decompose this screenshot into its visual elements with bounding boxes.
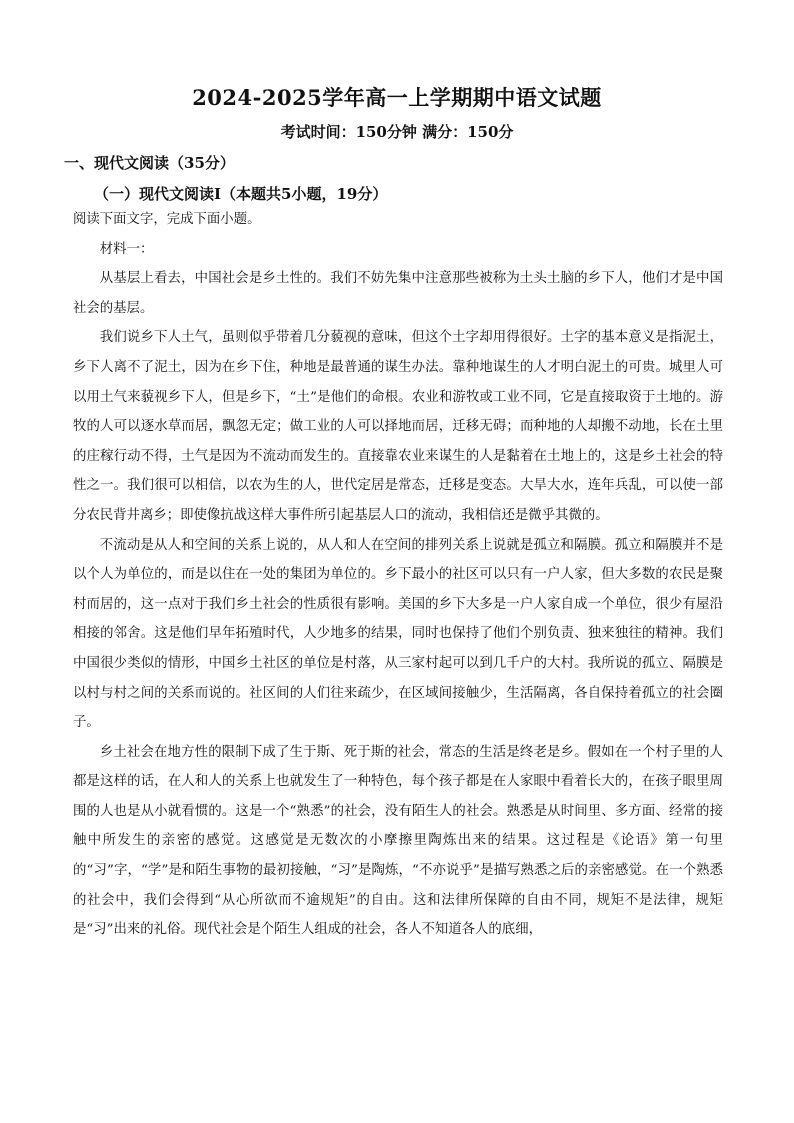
paragraph: 不流动是从人和空间的关系上说的，从人和人在空间的排列关系上说就是孤立和隔膜。孤立和隔膜并不是以个人为单位的，而是以住在一处的集团为单位的。乡下最小的社区可以只有一户人家，但大多数的农民是聚村而居的，这一点对于我们乡土社会的性质很有影响。美国的乡下大多是一户人家自成一个单位，很少有屋沿相接的邻舍。这是他们早年拓殖时代，人少地多的结果，同时也保持了他们个别负责、独来独往的精神。我们中国很少类似的情形，中国乡土社区的单位是村落，从三家村起可以到几千户的大村。我所说的孤立、隔膜是以村与村之间的关系而说的。社区间的人们往来疏少，在区域间接触少，生活隔离，各自保持着孤立的社会圈子。	[73, 537, 723, 731]
paragraph: 从基层上看去，中国社会是乡土性的。我们不妨先集中注意那些被称为土头土脑的乡下人，他们才是中国社会的基层。	[73, 271, 723, 316]
exam-time-and-score: 考试时间：150分钟 满分：150分	[280, 123, 514, 141]
exam-title: 2024-2025学年高一上学期期中语文试题	[192, 85, 602, 110]
subsection-heading: （一）现代文阅读Ⅰ（本题共5小题，19分）	[94, 185, 388, 203]
reading-passage	[73, 205, 723, 945]
material-label: 材料一：	[99, 241, 154, 257]
paragraph: 我们说乡下人土气，虽则似乎带着几分藐视的意味，但这个土字却用得很好。土字的基本意义是指泥土，乡下人离不了泥土，因为在乡下住，种地是最普通的谋生办法。靠种地谋生的人才明白泥土的可贵。城里人可以用土气来藐视乡下人，但是乡下，“土”是他们的命根。农业和游牧或工业不同，它是直接取资于土地的。游牧的人可以逐水草而居，飘忽无定；做工业的人可以择地而居，迁移无碍；而种地的人却搬不动地，长在土里的庄稼行动不得，土气是因为不流动而发生的。直接靠农业来谋生的人是黏着在土地上的，这是乡土社会的特性之一。我们很可以相信，以农为生的人，世代定居是常态，迁移是变态。大旱大水，连年兵乱，可以使一部分农民背井离乡；即使像抗战这样大事件所引起基层人口的流动，我相信还是微乎其微的。	[73, 330, 723, 523]
paragraph: 乡土社会在地方性的限制下成了生于斯、死于斯的社会，常态的生活是终老是乡。假如在一个村子里的人都是这样的话，在人和人的关系上也就发生了一种特色，每个孩子都是在人家眼中看着长大的，在孩子眼里周围的人也是从小就看惯的。这是一个“熟悉”的社会，没有陌生人的社会。熟悉是从时间里、多方面、经常的接触中所发生的亲密的感觉。这感觉是无数次的小摩擦里陶炼出来的结果。这过程是《论语》第一句里的“习”字，“学”是和陌生事物的最初接触，“习”是陶炼，“不亦说乎”是描写熟悉之后的亲密感觉。在一个熟悉的社会中，我们会得到“从心所欲而不逾规矩”的自由。这和法律所保障的自由不同，规矩不是法律，规矩是“习”出来的礼俗。现代社会是个陌生人组成的社会，各人不知道各人的底细，	[73, 744, 723, 938]
instructions: 阅读下面文字，完成下面小题。	[73, 212, 261, 227]
section-heading: 一、现代文阅读（35分）	[64, 154, 235, 172]
